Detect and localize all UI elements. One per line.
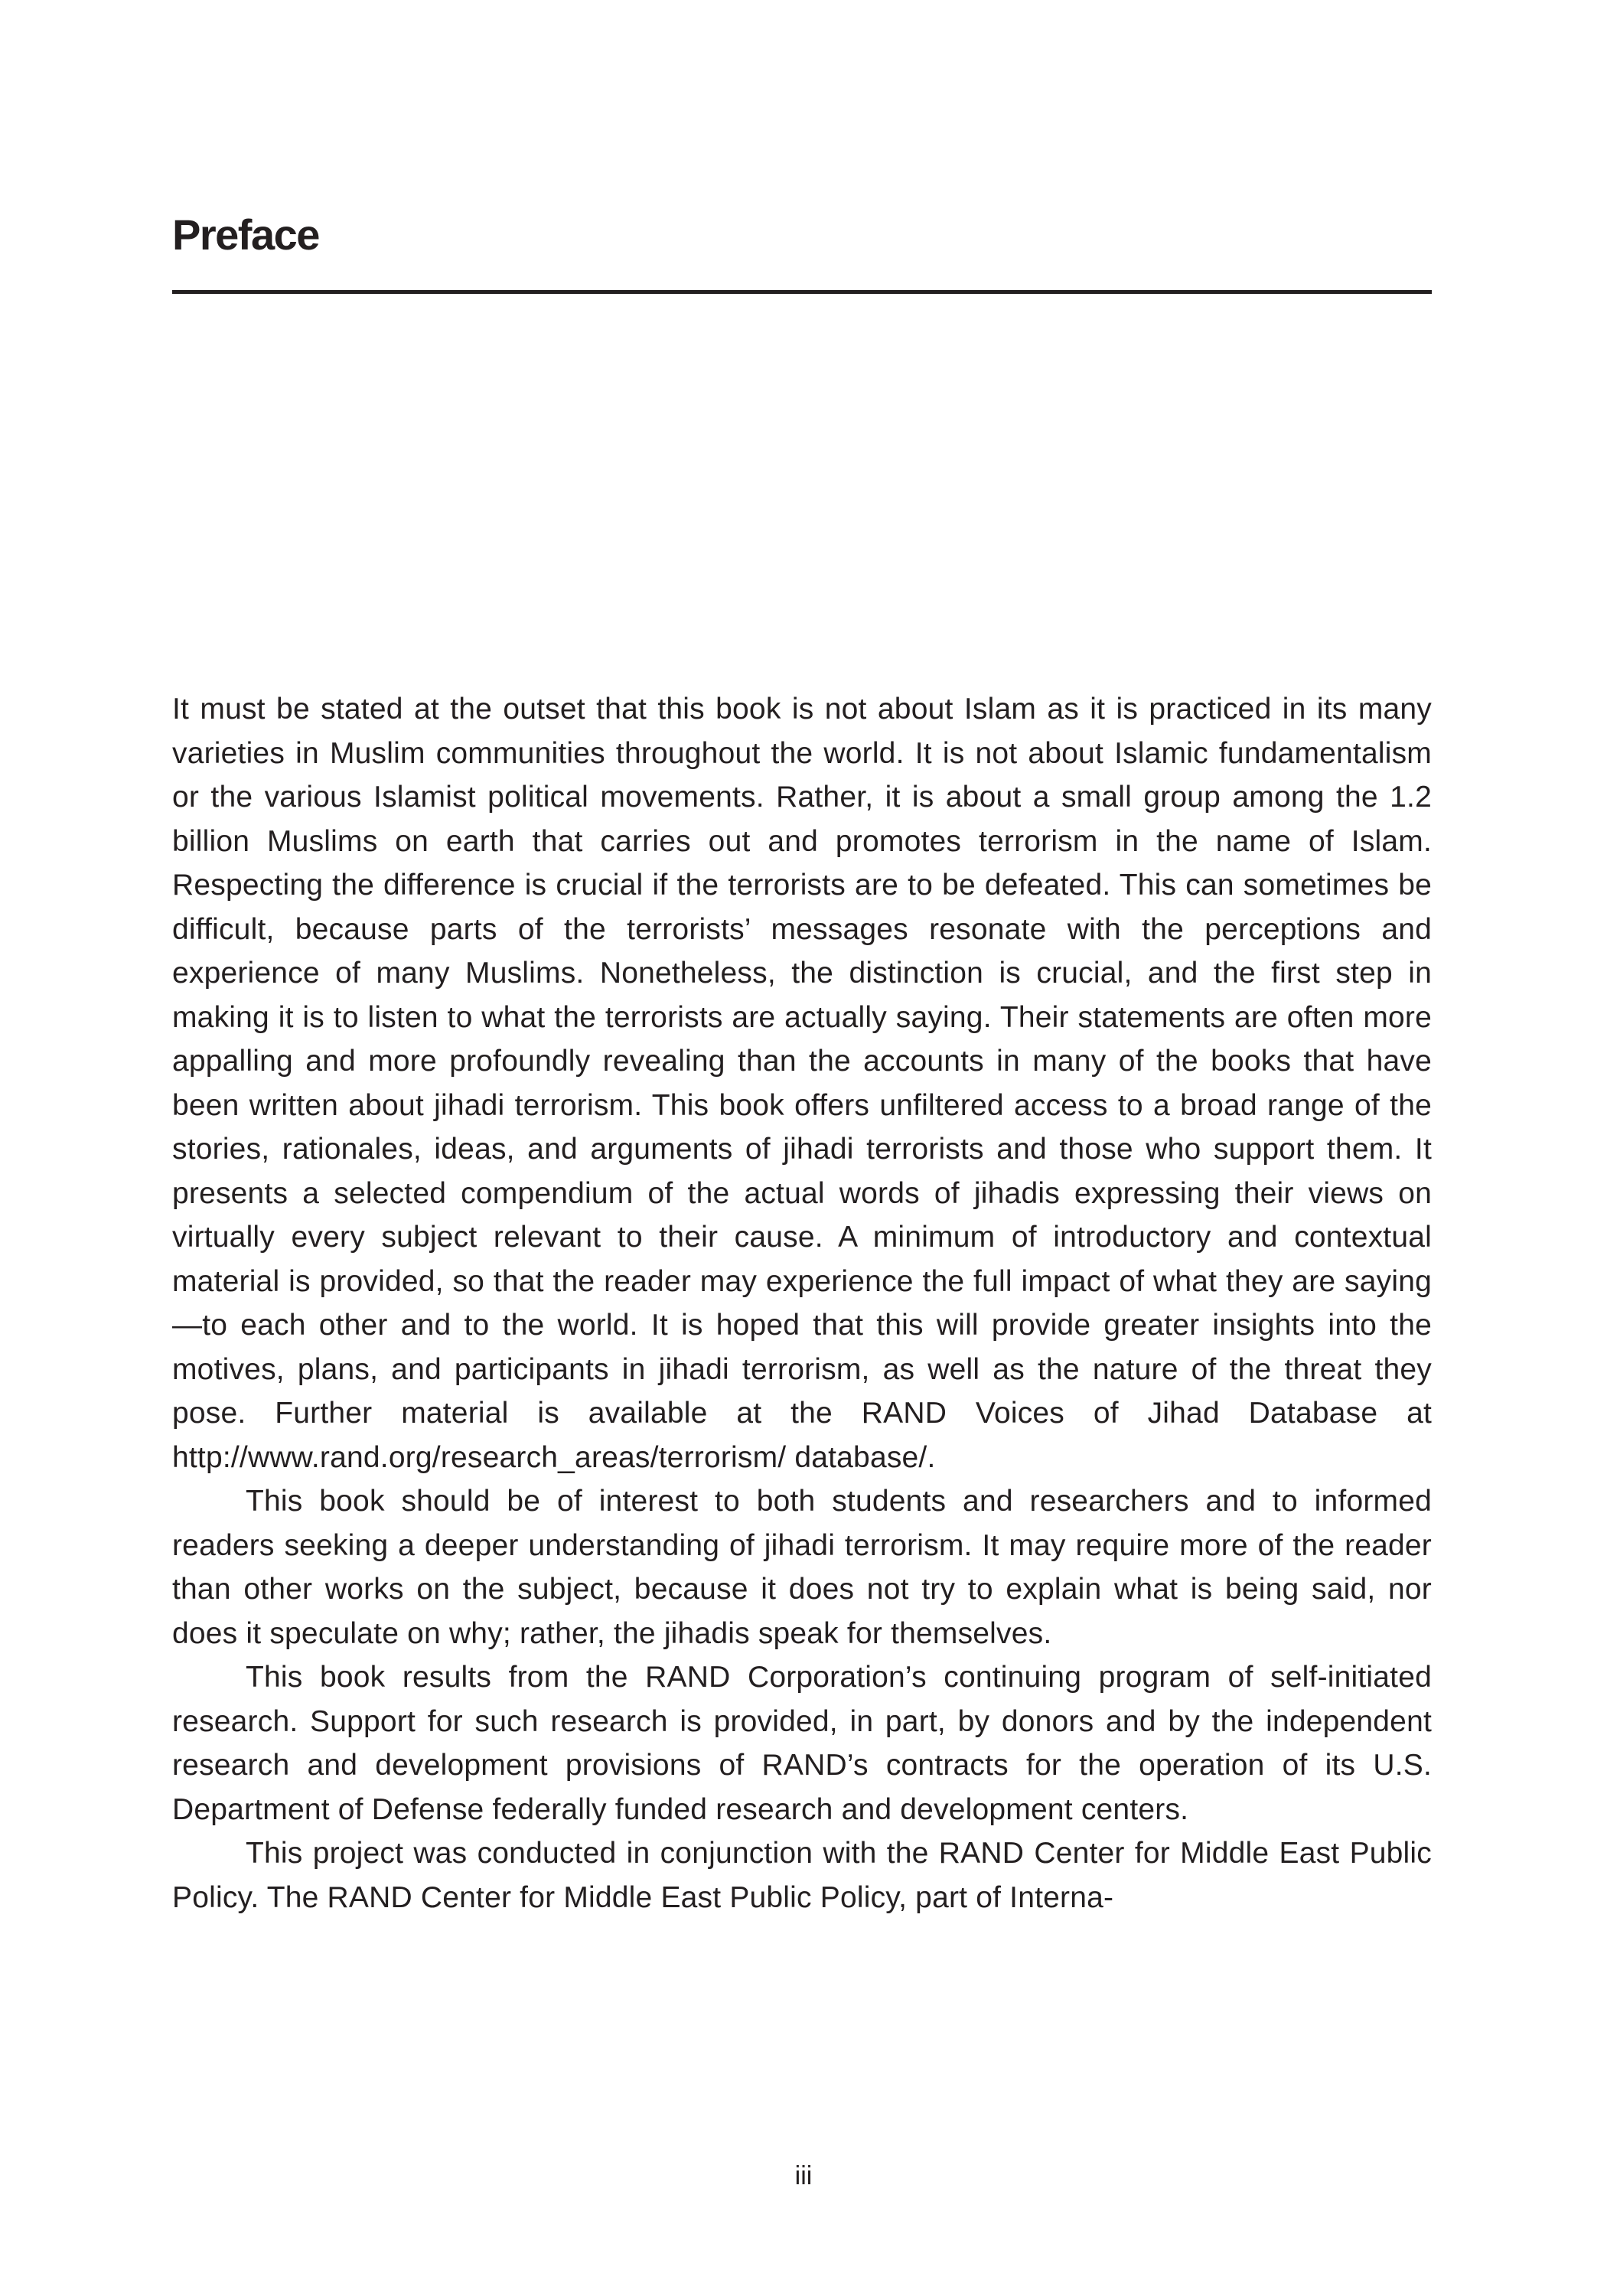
paragraph-funding: This book results from the RAND Corporation’s continuing program of self-initiated research. Support for such research is provided, in part, by donors and by the independent research and development provisions of RAND’s contracts for the operation of its U.S. Department of Defense federally funded research and development centers. <box>172 1661 1432 1826</box>
chapter-title: Preface <box>172 210 319 259</box>
paragraph-intro: It must be stated at the outset that this book is not about Islam as it is practiced in its many varieties in Muslim communities throughout the world. It is not about Islamic fundamentalism or the various Islamist political movements. Rather, it is about a small group among the 1.2 billion Muslims on earth that carries out and promotes terrorism in the name of Islam. Respecting the difference is crucial if the terrorists are to be defeated. This can sometimes be difficult, because parts of the terrorists’ messages resonate with the perceptions and experience of many Muslims. Nonetheless, the distinction is crucial, and the first step in making it is to listen to what the terrorists are actually saying. Their statements are often more appalling and more profoundly revealing than the accounts in many of the books that have been written about jihadi terrorism. This book offers unfiltered access to a broad range of the stories, rationales, ideas, and arguments of jihadi terrorists and those who support them. It presents a selected compendium of the actual words of jihadis expressing their views on virtually every subject relevant to their cause. A minimum of introductory and contextual material is provided, so that the reader may experience the full impact of what they are saying—to each other and to the world. It is hoped that this will provide greater insights into the motives, plans, and participants in jihadi terrorism, as well as the nature of the threat they pose. Further material is available at the RAND Voices of Jihad Database at http://www.rand.org/research_areas/terrorism/ database/. <box>172 693 1432 1474</box>
body-text <box>172 687 1432 1919</box>
paragraph-center: This project was conducted in conjunction with the RAND Center for Middle East Public Policy. The RAND Center for Middle East Public Policy, part of Interna- <box>172 1837 1432 1914</box>
title-rule <box>172 290 1432 294</box>
paragraph-audience: This book should be of interest to both students and researchers and to informed readers seeking a deeper understanding of jihadi terrorism. It may require more of the reader than other works on the subject, because it does not try to explain what is being said, nor does it speculate on why; rather, the jihadis speak for themselves. <box>172 1485 1432 1650</box>
page-number: iii <box>794 2161 813 2190</box>
